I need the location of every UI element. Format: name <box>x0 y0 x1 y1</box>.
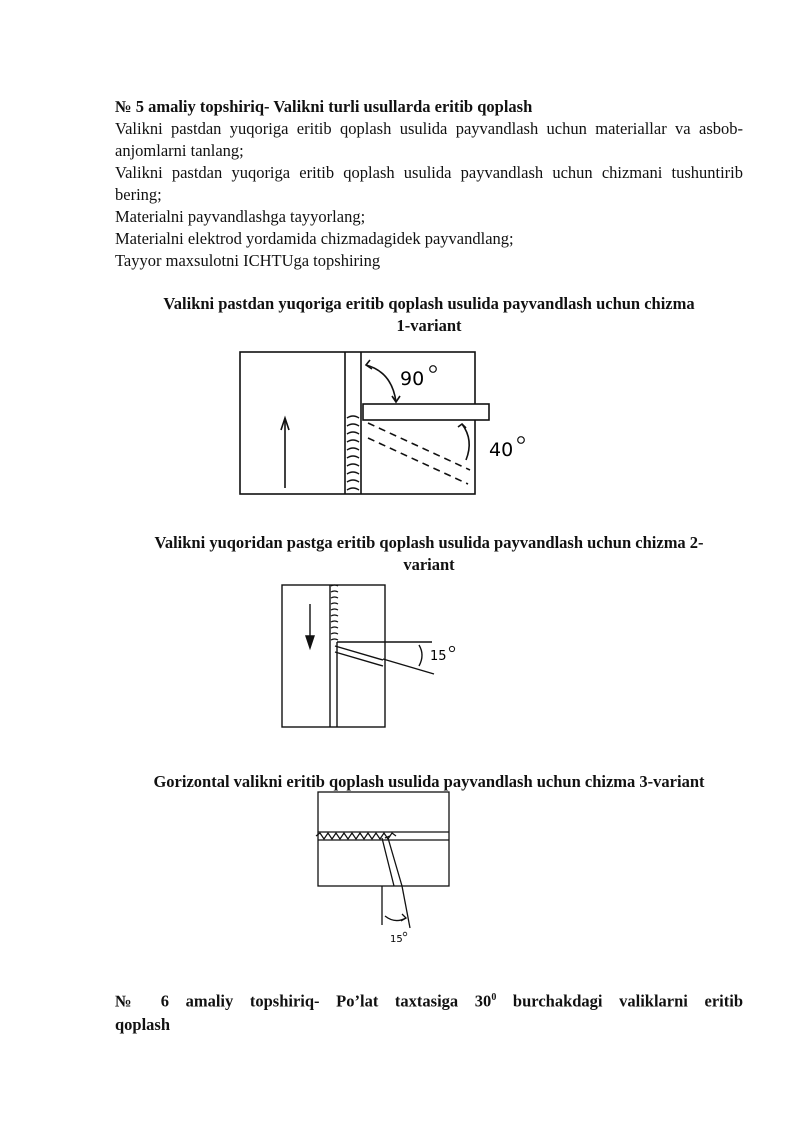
figure3-angle: 15 <box>390 934 403 945</box>
figure2-caption-line2: variant <box>403 555 455 574</box>
figure1-caption-line2: 1-variant <box>396 316 462 335</box>
task6-heading-line1 <box>115 986 743 1014</box>
task6-heading-part2: burchakdagi valiklarni eritib <box>496 991 743 1011</box>
figure1-angle-top: 90 <box>400 368 425 390</box>
task6-heading-line2: qoplash <box>115 1014 171 1034</box>
task6-heading-part1: № 6 amaliy topshiriq- Po’lat taxtasiga 30 <box>115 991 492 1011</box>
task5-line-3: Materialni payvandlashga tayyorlang; <box>115 207 366 226</box>
task5-line-2: Valikni pastdan yuqoriga eritib qoplash usulida payvandlash uchun chizmani tushuntirib bering; <box>115 163 743 204</box>
task5-line-5: Tayyor maxsulotni ICHTUga topshiring <box>115 251 381 270</box>
figure1-angle-side: 40 <box>489 439 514 461</box>
figure2-caption-line1: Valikni yuqoridan pastga eritib qoplash usulida payvandlash uchun chizma 2- <box>154 533 704 552</box>
figure3-caption-line: Gorizontal valikni eritib qoplash usulida payvandlash uchun chizma 3-variant <box>153 772 705 791</box>
task5-line-1: Valikni pastdan yuqoriga eritib qoplash usulida payvandlash uchun materiallar va asbob-anjomlarni tanlang; <box>115 119 743 160</box>
task6-section <box>115 986 743 1036</box>
figure2-angle: 15 <box>430 649 447 664</box>
task5-line-4: Materialni elektrod yordamida chizmadagidek payvandlang; <box>115 229 514 248</box>
figure1-caption-line1: Valikni pastdan yuqoriga eritib qoplash usulida payvandlash uchun chizma <box>163 294 695 313</box>
task5-heading: № 5 amaliy topshiriq- Valikni turli usullarda eritib qoplash <box>115 97 533 116</box>
task6-degree: 0 <box>491 992 497 1003</box>
